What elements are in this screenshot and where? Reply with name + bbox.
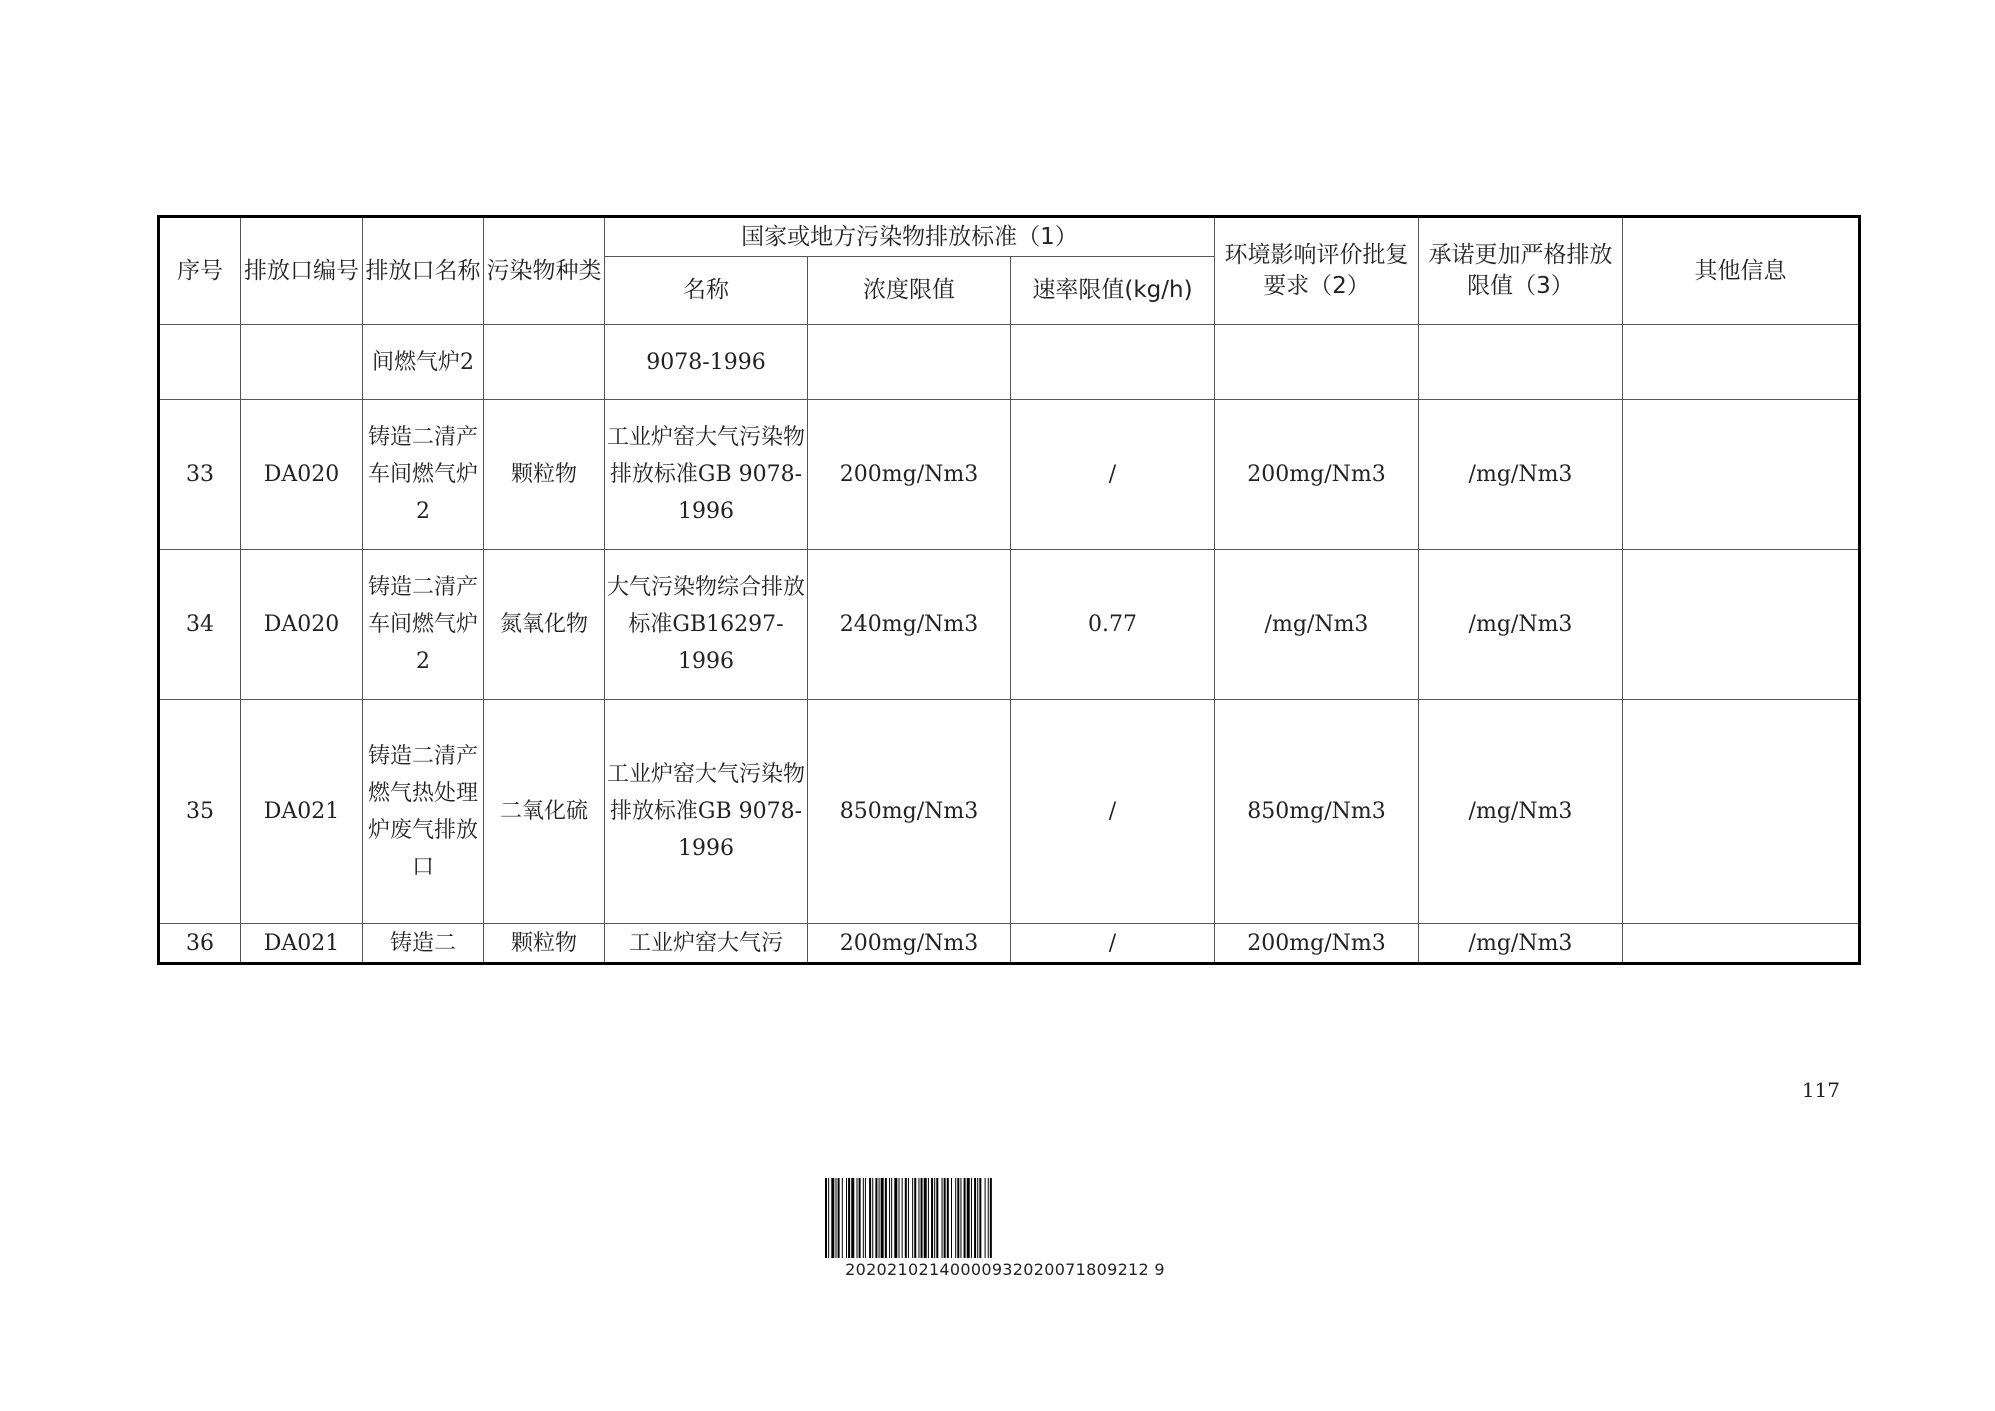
cell-seq: 34 xyxy=(159,550,241,700)
header-rate-limit: 速率限值(kg/h) xyxy=(1011,257,1215,325)
header-outlet-name: 排放口名称 xyxy=(363,217,484,325)
cell-rate-limit: / xyxy=(1011,400,1215,550)
cell-rate-limit: 0.77 xyxy=(1011,550,1215,700)
cell-outlet-code: DA020 xyxy=(241,400,363,550)
table-body xyxy=(159,325,1860,964)
header-concentration-limit: 浓度限值 xyxy=(808,257,1011,325)
cell-other-info xyxy=(1623,325,1860,400)
table-header xyxy=(159,217,1860,325)
cell-concentration-limit xyxy=(808,325,1011,400)
cell-standard-name: 工业炉窑大气污 xyxy=(605,924,808,964)
cell-seq: 35 xyxy=(159,700,241,924)
cell-standard-name: 大气污染物综合排放标准GB16297-1996 xyxy=(605,550,808,700)
cell-standard-name: 工业炉窑大气污染物排放标准GB 9078-1996 xyxy=(605,700,808,924)
cell-pollutant xyxy=(484,325,605,400)
table-row xyxy=(159,924,1860,964)
cell-other-info xyxy=(1623,924,1860,964)
header-pollutant: 污染物种类 xyxy=(484,217,605,325)
cell-pollutant: 颗粒物 xyxy=(484,924,605,964)
emission-standards-table xyxy=(157,215,1861,965)
cell-other-info xyxy=(1623,400,1860,550)
barcode-image xyxy=(825,1178,1187,1258)
cell-stricter-limit xyxy=(1419,325,1623,400)
cell-standard-name: 9078-1996 xyxy=(605,325,808,400)
cell-eia-requirement: 850mg/Nm3 xyxy=(1215,700,1419,924)
cell-eia-requirement xyxy=(1215,325,1419,400)
cell-eia-requirement: 200mg/Nm3 xyxy=(1215,924,1419,964)
table-row xyxy=(159,400,1860,550)
cell-rate-limit: / xyxy=(1011,700,1215,924)
cell-concentration-limit: 200mg/Nm3 xyxy=(808,924,1011,964)
cell-stricter-limit: /mg/Nm3 xyxy=(1419,550,1623,700)
header-outlet-code: 排放口编号 xyxy=(241,217,363,325)
cell-pollutant: 颗粒物 xyxy=(484,400,605,550)
cell-rate-limit xyxy=(1011,325,1215,400)
cell-outlet-name: 铸造二清产车间燃气炉2 xyxy=(363,400,484,550)
page-number: 117 xyxy=(1801,1078,1840,1102)
cell-pollutant: 氮氧化物 xyxy=(484,550,605,700)
header-standard-name: 名称 xyxy=(605,257,808,325)
cell-outlet-name: 间燃气炉2 xyxy=(363,325,484,400)
cell-seq: 36 xyxy=(159,924,241,964)
cell-outlet-code: DA021 xyxy=(241,700,363,924)
cell-standard-name: 工业炉窑大气污染物排放标准GB 9078-1996 xyxy=(605,400,808,550)
cell-outlet-name: 铸造二清产燃气热处理炉废气排放口 xyxy=(363,700,484,924)
cell-other-info xyxy=(1623,550,1860,700)
cell-outlet-name: 铸造二 xyxy=(363,924,484,964)
header-standard-group: 国家或地方污染物排放标准（1） xyxy=(605,217,1215,257)
cell-concentration-limit: 850mg/Nm3 xyxy=(808,700,1011,924)
table-row xyxy=(159,325,1860,400)
cell-outlet-name: 铸造二清产车间燃气炉2 xyxy=(363,550,484,700)
cell-rate-limit: / xyxy=(1011,924,1215,964)
cell-stricter-limit: /mg/Nm3 xyxy=(1419,924,1623,964)
cell-stricter-limit: /mg/Nm3 xyxy=(1419,400,1623,550)
cell-concentration-limit: 200mg/Nm3 xyxy=(808,400,1011,550)
cell-concentration-limit: 240mg/Nm3 xyxy=(808,550,1011,700)
header-stricter-limit: 承诺更加严格排放限值（3） xyxy=(1419,217,1623,325)
cell-outlet-code: DA021 xyxy=(241,924,363,964)
cell-stricter-limit: /mg/Nm3 xyxy=(1419,700,1623,924)
cell-eia-requirement: 200mg/Nm3 xyxy=(1215,400,1419,550)
cell-seq xyxy=(159,325,241,400)
header-seq: 序号 xyxy=(159,217,241,325)
cell-eia-requirement: /mg/Nm3 xyxy=(1215,550,1419,700)
table-row xyxy=(159,550,1860,700)
barcode-number: 20202102140000932020071809212 9 xyxy=(845,1260,1165,1279)
header-eia-requirement: 环境影响评价批复要求（2） xyxy=(1215,217,1419,325)
cell-outlet-code xyxy=(241,325,363,400)
cell-other-info xyxy=(1623,700,1860,924)
header-other-info: 其他信息 xyxy=(1623,217,1860,325)
cell-outlet-code: DA020 xyxy=(241,550,363,700)
cell-pollutant: 二氧化硫 xyxy=(484,700,605,924)
cell-seq: 33 xyxy=(159,400,241,550)
table-row xyxy=(159,700,1860,924)
